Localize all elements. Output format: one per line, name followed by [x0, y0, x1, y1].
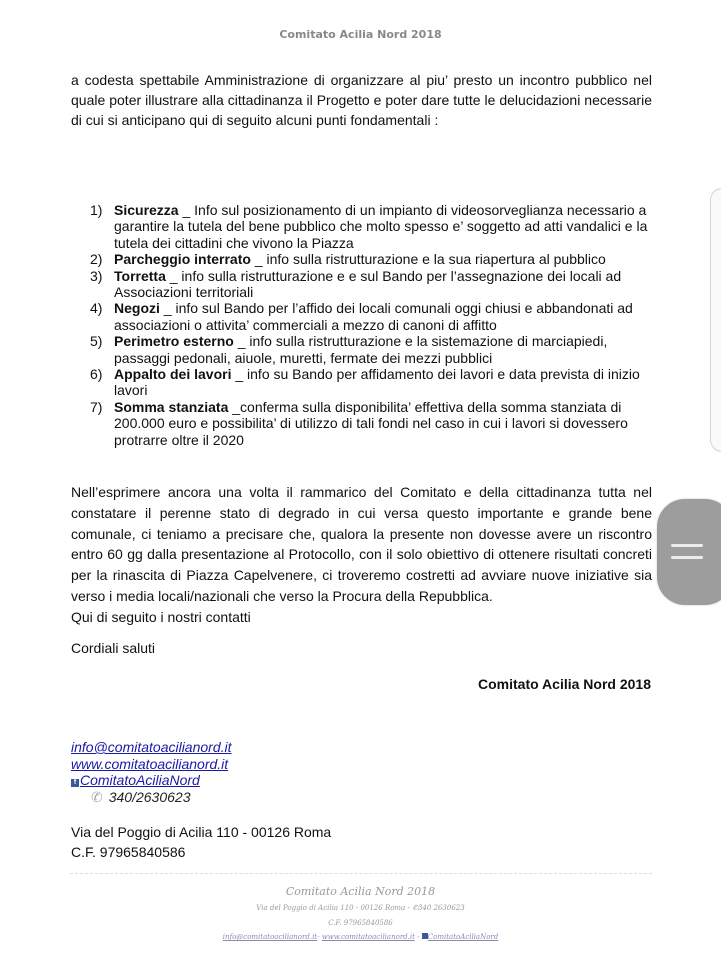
phone-icon: ✆: [91, 788, 103, 805]
item-text: _ info su Bando per affidamento dei lavori e data prevista di inizio lavori: [114, 366, 640, 399]
intro-paragraph: a codesta spettabile Amministrazione di organizzare al piu’ presto un incontro pubblico nel quale poter illustrare alla cittadinanza il Progetto e poter dare tutte le delucidazioni necessarie di cui si anticipano qui di seguito alcuni punti fondamentali :: [71, 72, 652, 128]
footer-facebook-link[interactable]: ComitatoAciliaNord: [427, 933, 499, 941]
address-block: [71, 822, 331, 862]
contact-block: [71, 739, 232, 805]
phone-icon: ✆: [412, 904, 418, 912]
facebook-link[interactable]: ComitatoAciliaNord: [80, 772, 200, 788]
item-number: 4): [90, 300, 103, 317]
item-number: 2): [90, 251, 103, 268]
item-title: Perimetro esterno: [114, 333, 234, 350]
item-number: 6): [90, 366, 103, 383]
email-link[interactable]: info@comitatoacilianord.it: [71, 739, 232, 755]
item-text: _ info sulla ristrutturazione e la sua riapertura al pubblico: [250, 251, 606, 268]
footer-email-link[interactable]: info@comitatoacilianord.it: [222, 933, 318, 941]
footer-name: Comitato Acilia Nord 2018: [285, 885, 436, 898]
item-text: _ info sulla ristrutturazione e e sul Bando per l’assegnazione dei locali ad Associazioni territoriali: [114, 267, 622, 301]
tax-code: C.F. 97965840586: [71, 844, 186, 860]
item-number: 1): [90, 202, 103, 218]
scroll-handle[interactable]: [657, 499, 721, 605]
item-text: _ info sulla ristrutturazione e la sistemazione di marciapiedi, passaggi pedonali, aiuole, muretti, fermate dei mezzi pubblici: [114, 333, 608, 366]
item-number: 7): [90, 398, 103, 415]
greeting: Cordiali saluti: [71, 640, 156, 656]
item-title: Appalto dei lavori: [114, 366, 232, 383]
item-number: 3): [90, 267, 103, 284]
list-item: [90, 333, 650, 366]
item-title: Somma stanziata: [114, 398, 229, 415]
footer-divider: [70, 873, 652, 874]
item-text: _conferma sulla disponibilita’ effettiva della somma stanziata di 200.000 euro e possibilita’ di utilizzo di tali fondi nel caso in cui i lavori si dovessero protrarre oltre il 2020: [114, 398, 628, 448]
website-link[interactable]: www.comitatoacilianord.it: [71, 755, 229, 772]
footer-tax-code: C.F. 97965840586: [328, 919, 393, 927]
item-title: Torretta: [114, 267, 166, 284]
footer-links: info@comitatoacilianord.it- www.comitatoacilianord.it - ComitatoAciliaNord: [222, 933, 499, 941]
list-item: [90, 268, 650, 301]
list-item: [90, 399, 650, 448]
side-panel-tab[interactable]: [710, 188, 721, 452]
list-item: [90, 202, 650, 251]
item-text: _ info sul Bando per l’affido dei locali comunali oggi chiusi e abbandonati ad associazioni o attivita’ commerciali a mezzo di canoni di affitto: [114, 300, 633, 333]
footer-address: Via del Poggio di Acilia 110 - 00126 Roma -: [256, 904, 410, 912]
item-title: Sicurezza: [114, 202, 179, 218]
footer-website-link[interactable]: www.comitatoacilianord.it: [321, 933, 415, 941]
item-title: Parcheggio interrato: [114, 251, 251, 268]
signature: Comitato Acilia Nord 2018: [478, 676, 651, 692]
item-text: _ Info sul posizionamento di un impianto di videosorveglianza necessario a garantire la tutela del bene pubblico che molto spesso e’ soggetto ad atti vandalici e la tutela dei cittadini che vivono la Piazza: [114, 202, 648, 251]
closing-paragraph: Nell’esprimere ancora una volta il rammarico del Comitato e della cittadinanza tutta nel constatare il perenne stato di degrado in cui versa questo importante e grande bene comunale, ci teniamo a precisare che, qualora la presente non dovesse avere un riscontro entro 60 gg dalla presentazione al Protocollo, con il solo obiettivo di ottenere risultati concreti per la rinascita di Piazza Capelvenere, ci troveremo costretti ad avviare nuove iniziative sia verso i media locali/nazionali che verso la Procura della Repubblica.: [71, 484, 652, 604]
phone-number: 340/2630623: [108, 788, 191, 805]
facebook-icon: f: [71, 779, 79, 787]
list-item: [90, 366, 650, 399]
key-points-list: [90, 202, 650, 448]
list-item: [90, 251, 650, 267]
contacts-intro: Qui di seguito i nostri contatti: [71, 609, 251, 625]
page-header-title: Comitato Acilia Nord 2018: [279, 28, 442, 41]
item-title: Negozi: [114, 300, 160, 317]
list-item: [90, 300, 650, 333]
footer-address-row: [0, 904, 721, 912]
footer-phone: 340 2630623: [417, 904, 465, 912]
address-line: Via del Poggio di Acilia 110 - 00126 Roma: [71, 824, 332, 840]
item-number: 5): [90, 333, 103, 350]
